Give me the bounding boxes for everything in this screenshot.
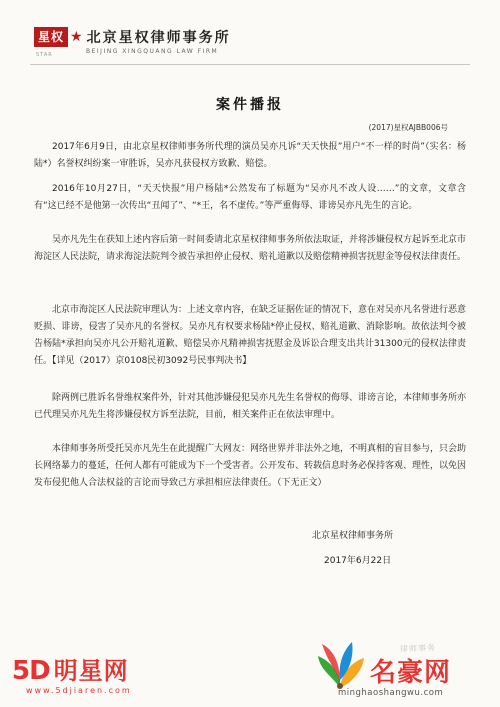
document-title: 案件播报 <box>216 97 284 113</box>
watermark-minghaowang: 名豪网 <box>370 658 452 688</box>
paragraph-6: 本律师事务所受托吴亦凡先生在此提醒广大网友：网络世界并非法外之地，不明真相的盲目参与，只会助长网络暴力的蔓延，任何人都有可能成为下一个受害者。公开发布、转载信息时务必保持客观、理性，以免因发布侵犯他人合法权益的言论而导致己方承担相应法律责任。（下无正文） <box>34 444 467 488</box>
paragraph-4: 北京市海淀区人民法院审理认为：上述文章内容，在缺乏证据佐证的情况下，意在对吴亦凡名誉进行恶意贬损、诽谤，侵害了吴亦凡的名誉权。吴亦凡有权要求杨陆*停止侵权、赔礼道歉、消除影响。故依法判令被告杨陆*承担向吴亦凡公开赔礼道歉、赔偿吴亦凡精神损害抚慰金及诉讼合理支出共计31300元的侵权法律责任。【详见（2017）京0108民初3092号民事判决书】 <box>34 305 467 366</box>
watermark-5d: 5D <box>12 656 50 686</box>
firm-logo <box>34 24 231 50</box>
logo-mark: 星权 <box>34 27 68 47</box>
watermark-mingxingwang: 明星网 <box>53 657 129 685</box>
signature-date: 2017年6月22日 <box>324 556 392 566</box>
leaf-logo-icon <box>312 636 368 692</box>
case-reference: (2017)星权AJBB006号 <box>368 123 448 132</box>
firm-name: 北京星权律师事务所 <box>86 30 231 46</box>
stamp-watermark: 律师事务 <box>399 643 437 654</box>
header-divider <box>30 64 470 65</box>
star-icon: ★ <box>70 29 83 45</box>
paragraph-1: 2017年6月9日，由北京星权律师事务所代理的演员吴亦凡诉“天天快报”用户“不一样的时尚”（实名：杨陆*）名誉权纠纷案一审胜诉，吴亦凡获侵权方致歉、赔偿。 <box>34 142 466 169</box>
watermark-url-left: www.5djiaren.com <box>26 686 132 695</box>
paragraph-5: 除两例已胜诉名誉维权案件外，针对其他涉嫌侵犯吴亦凡先生名誉权的侮辱、诽谤言论，本律师事务所亦已代理吴亦凡先生将涉嫌侵权方诉至法院，目前，相关案件正在依法审理中。 <box>34 393 467 420</box>
paragraph-3: 吴亦凡先生在获知上述内容后第一时间委请北京星权律师事务所依法取证，并将涉嫌侵权方起诉至北京市海淀区人民法院，请求海淀法院判令被告承担停止侵权、赔礼道歉以及赔偿精神损害抚慰金等侵权法律责任。 <box>34 235 467 262</box>
logo-subtext: STAR <box>36 52 53 58</box>
watermark-url-right: minghaoshangwu.com <box>338 688 444 698</box>
paragraph-2: 2016年10月27日，“天天快报”用户杨陆*公然发布了标题为“吴亦凡不改人设……”的文章，文章含有“这已经不是他第一次传出“丑闻了”、“*王，名不虚传。”等严重侮辱、诽谤吴亦凡先生的言论。 <box>34 184 466 211</box>
firm-name-english: BEIJING XINGQUANG LAW FIRM <box>86 48 219 55</box>
signature-firm: 北京星权律师事务所 <box>312 531 394 541</box>
watermark-5d-brand <box>12 651 129 686</box>
